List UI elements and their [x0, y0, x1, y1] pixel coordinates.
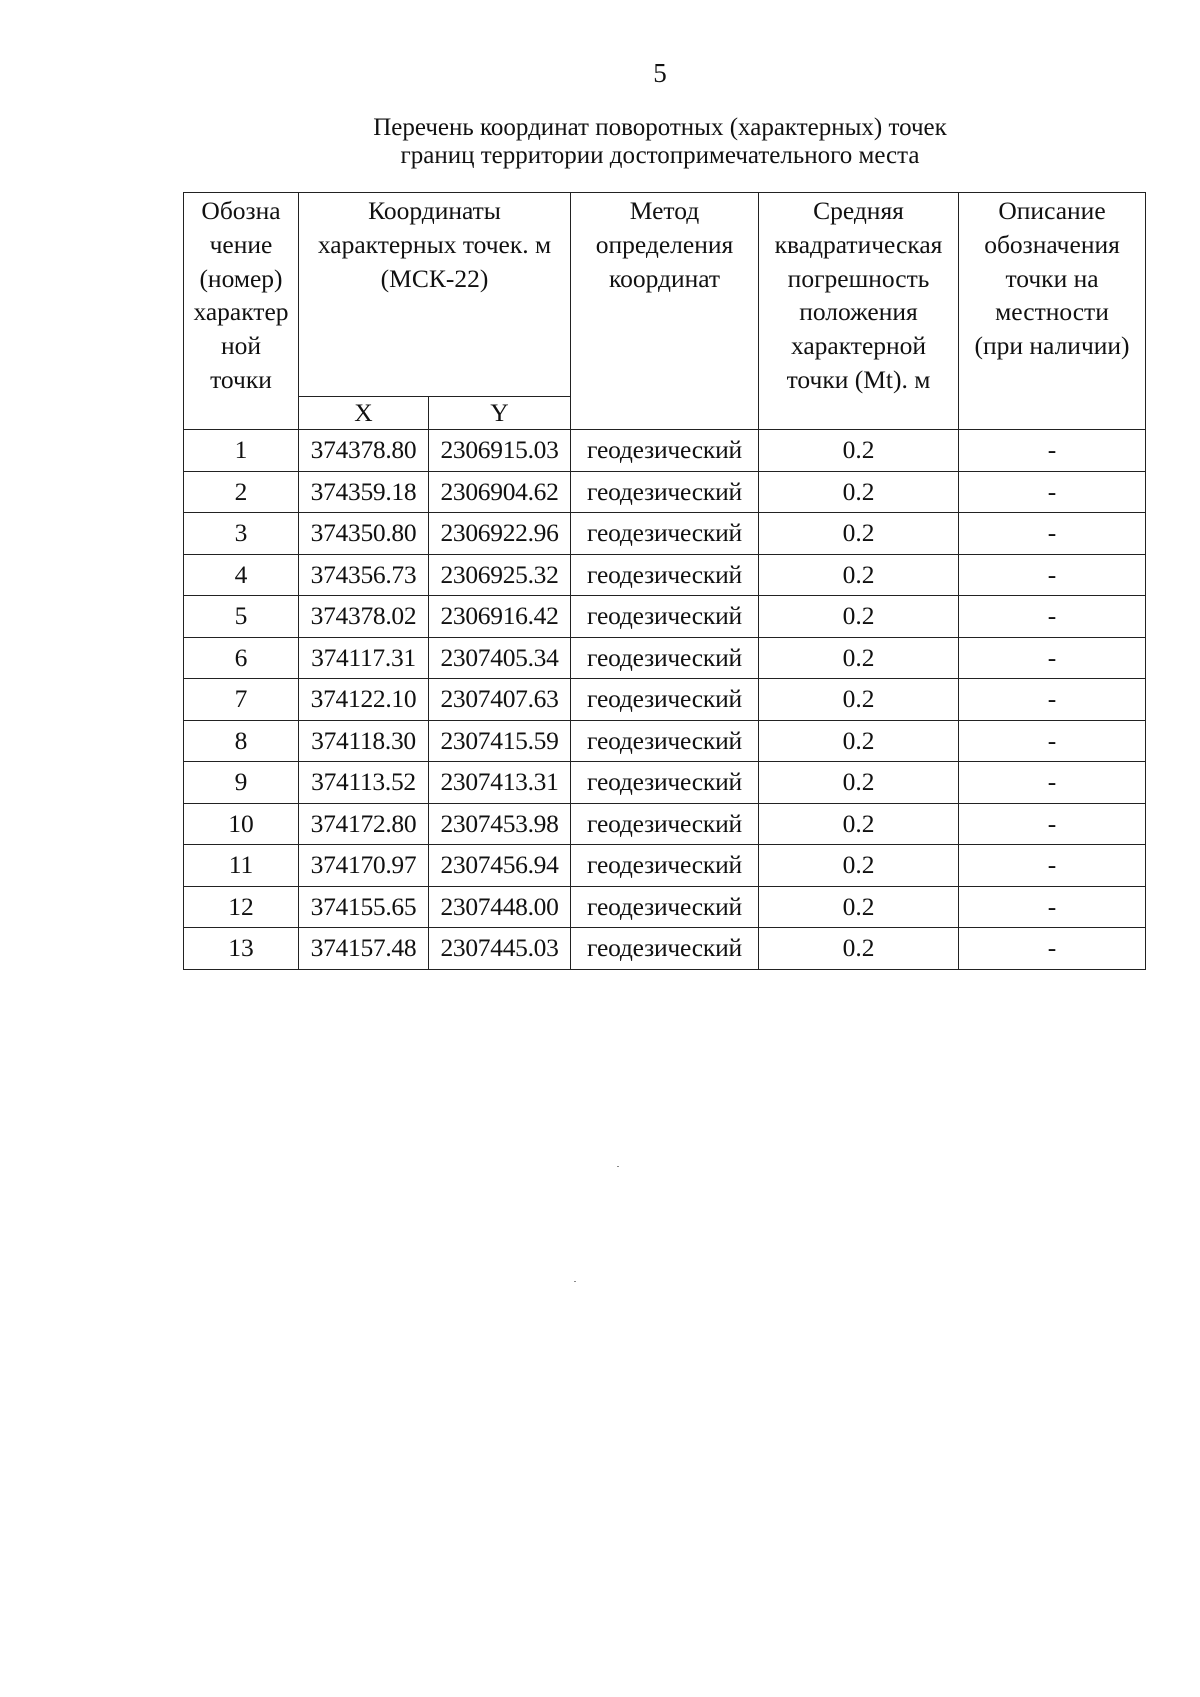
coordinates-table [183, 192, 1146, 970]
cell-x: 374378.80 [299, 430, 429, 472]
cell-x: 374172.80 [299, 803, 429, 845]
title-line-1: Перечень координат поворотных (характерных) точек [373, 114, 947, 141]
cell-point-number: 9 [184, 762, 299, 804]
cell-x: 374356.73 [299, 554, 429, 596]
cell-description: - [959, 845, 1146, 887]
table-row [184, 430, 1146, 472]
cell-method: геодезический [571, 471, 759, 513]
cell-error: 0.2 [759, 803, 959, 845]
header-coordinates [299, 193, 571, 397]
cell-x: 374122.10 [299, 679, 429, 721]
cell-method: геодезический [571, 886, 759, 928]
header-description-line: точки на [1005, 263, 1099, 293]
cell-y: 2306922.96 [429, 513, 571, 555]
cell-method: геодезический [571, 554, 759, 596]
cell-x: 374118.30 [299, 720, 429, 762]
table-row [184, 720, 1146, 762]
cell-y: 2307453.98 [429, 803, 571, 845]
header-error-line: характерной [790, 331, 927, 361]
cell-description: - [959, 430, 1146, 472]
table-row [184, 637, 1146, 679]
cell-x: 374350.80 [299, 513, 429, 555]
cell-description: - [959, 803, 1146, 845]
cell-error: 0.2 [759, 928, 959, 970]
cell-y: 2307448.00 [429, 886, 571, 928]
scan-artifact [574, 1281, 576, 1282]
cell-method: геодезический [571, 430, 759, 472]
cell-point-number: 12 [184, 886, 299, 928]
cell-point-number: 1 [184, 430, 299, 472]
cell-x: 374155.65 [299, 886, 429, 928]
cell-y: 2307456.94 [429, 845, 571, 887]
header-method-line: определения [595, 229, 734, 259]
cell-point-number: 13 [184, 928, 299, 970]
table-row [184, 471, 1146, 513]
cell-description: - [959, 762, 1146, 804]
table-row [184, 554, 1146, 596]
header-description-line: (при наличии) [974, 331, 1130, 361]
cell-y: 2307405.34 [429, 637, 571, 679]
header-designation-line: (номер) [199, 263, 283, 293]
header-coordinates-line: (МСК-22) [380, 263, 489, 293]
cell-x: 374157.48 [299, 928, 429, 970]
header-error-line: Средняя [813, 196, 904, 225]
cell-y: 2307407.63 [429, 679, 571, 721]
table-row [184, 886, 1146, 928]
cell-method: геодезический [571, 762, 759, 804]
header-method [571, 193, 759, 430]
cell-point-number: 6 [184, 637, 299, 679]
table-row [184, 928, 1146, 970]
cell-method: геодезический [571, 596, 759, 638]
header-y: Y [429, 397, 571, 430]
cell-error: 0.2 [759, 720, 959, 762]
cell-point-number: 10 [184, 803, 299, 845]
document-title [0, 114, 1200, 170]
cell-point-number: 3 [184, 513, 299, 555]
cell-description: - [959, 637, 1146, 679]
cell-method: геодезический [571, 845, 759, 887]
header-description-line: Описание [998, 196, 1106, 225]
cell-error: 0.2 [759, 471, 959, 513]
cell-point-number: 8 [184, 720, 299, 762]
table-row [184, 596, 1146, 638]
header-error-line: погрешность [787, 263, 930, 293]
header-coordinates-line: Координаты [368, 196, 501, 225]
cell-point-number: 7 [184, 679, 299, 721]
header-error-line: положения [799, 297, 918, 327]
header-error-line: точки (Mt). м [786, 364, 931, 394]
cell-description: - [959, 471, 1146, 513]
cell-method: геодезический [571, 513, 759, 555]
header-designation-line: чение [209, 229, 273, 259]
cell-error: 0.2 [759, 679, 959, 721]
header-designation-line: точки [210, 364, 272, 394]
header-designation [184, 193, 299, 430]
cell-point-number: 4 [184, 554, 299, 596]
cell-description: - [959, 720, 1146, 762]
page-number: 5 [653, 58, 667, 88]
cell-error: 0.2 [759, 554, 959, 596]
header-designation-line: Обозна [201, 196, 281, 225]
cell-description: - [959, 886, 1146, 928]
title-line-2: границ территории достопримечательного места [400, 142, 920, 169]
table-header [184, 193, 1146, 430]
cell-description: - [959, 513, 1146, 555]
table-row [184, 845, 1146, 887]
table-body [184, 430, 1146, 970]
header-method-line: координат [608, 263, 721, 293]
cell-y: 2307445.03 [429, 928, 571, 970]
header-method-line: Метод [629, 196, 700, 225]
cell-y: 2306915.03 [429, 430, 571, 472]
header-designation-line: характер [193, 297, 289, 327]
cell-method: геодезический [571, 679, 759, 721]
cell-error: 0.2 [759, 513, 959, 555]
scan-artifact [617, 1166, 619, 1167]
header-designation-line: ной [220, 331, 262, 361]
cell-y: 2306925.32 [429, 554, 571, 596]
cell-description: - [959, 596, 1146, 638]
cell-method: геодезический [571, 637, 759, 679]
header-description [959, 193, 1146, 430]
header-coordinates-line: характерных точек. м [317, 229, 552, 259]
header-description-line: обозначения [984, 229, 1120, 259]
cell-y: 2307413.31 [429, 762, 571, 804]
cell-y: 2307415.59 [429, 720, 571, 762]
cell-x: 374117.31 [299, 637, 429, 679]
cell-description: - [959, 928, 1146, 970]
cell-x: 374378.02 [299, 596, 429, 638]
table-row [184, 513, 1146, 555]
cell-x: 374113.52 [299, 762, 429, 804]
cell-y: 2306916.42 [429, 596, 571, 638]
header-row [184, 193, 1146, 397]
cell-method: геодезический [571, 928, 759, 970]
cell-error: 0.2 [759, 886, 959, 928]
cell-description: - [959, 679, 1146, 721]
cell-method: геодезический [571, 720, 759, 762]
header-error [759, 193, 959, 430]
header-error-line: квадратическая [774, 229, 943, 259]
cell-error: 0.2 [759, 845, 959, 887]
cell-method: геодезический [571, 803, 759, 845]
header-description-line: местности [995, 297, 1109, 327]
cell-point-number: 5 [184, 596, 299, 638]
cell-error: 0.2 [759, 596, 959, 638]
cell-x: 374170.97 [299, 845, 429, 887]
table-row [184, 803, 1146, 845]
header-x: X [299, 397, 429, 430]
cell-point-number: 2 [184, 471, 299, 513]
cell-error: 0.2 [759, 430, 959, 472]
table-row [184, 762, 1146, 804]
cell-point-number: 11 [184, 845, 299, 887]
cell-y: 2306904.62 [429, 471, 571, 513]
cell-description: - [959, 554, 1146, 596]
cell-x: 374359.18 [299, 471, 429, 513]
cell-error: 0.2 [759, 762, 959, 804]
cell-error: 0.2 [759, 637, 959, 679]
table-row [184, 679, 1146, 721]
